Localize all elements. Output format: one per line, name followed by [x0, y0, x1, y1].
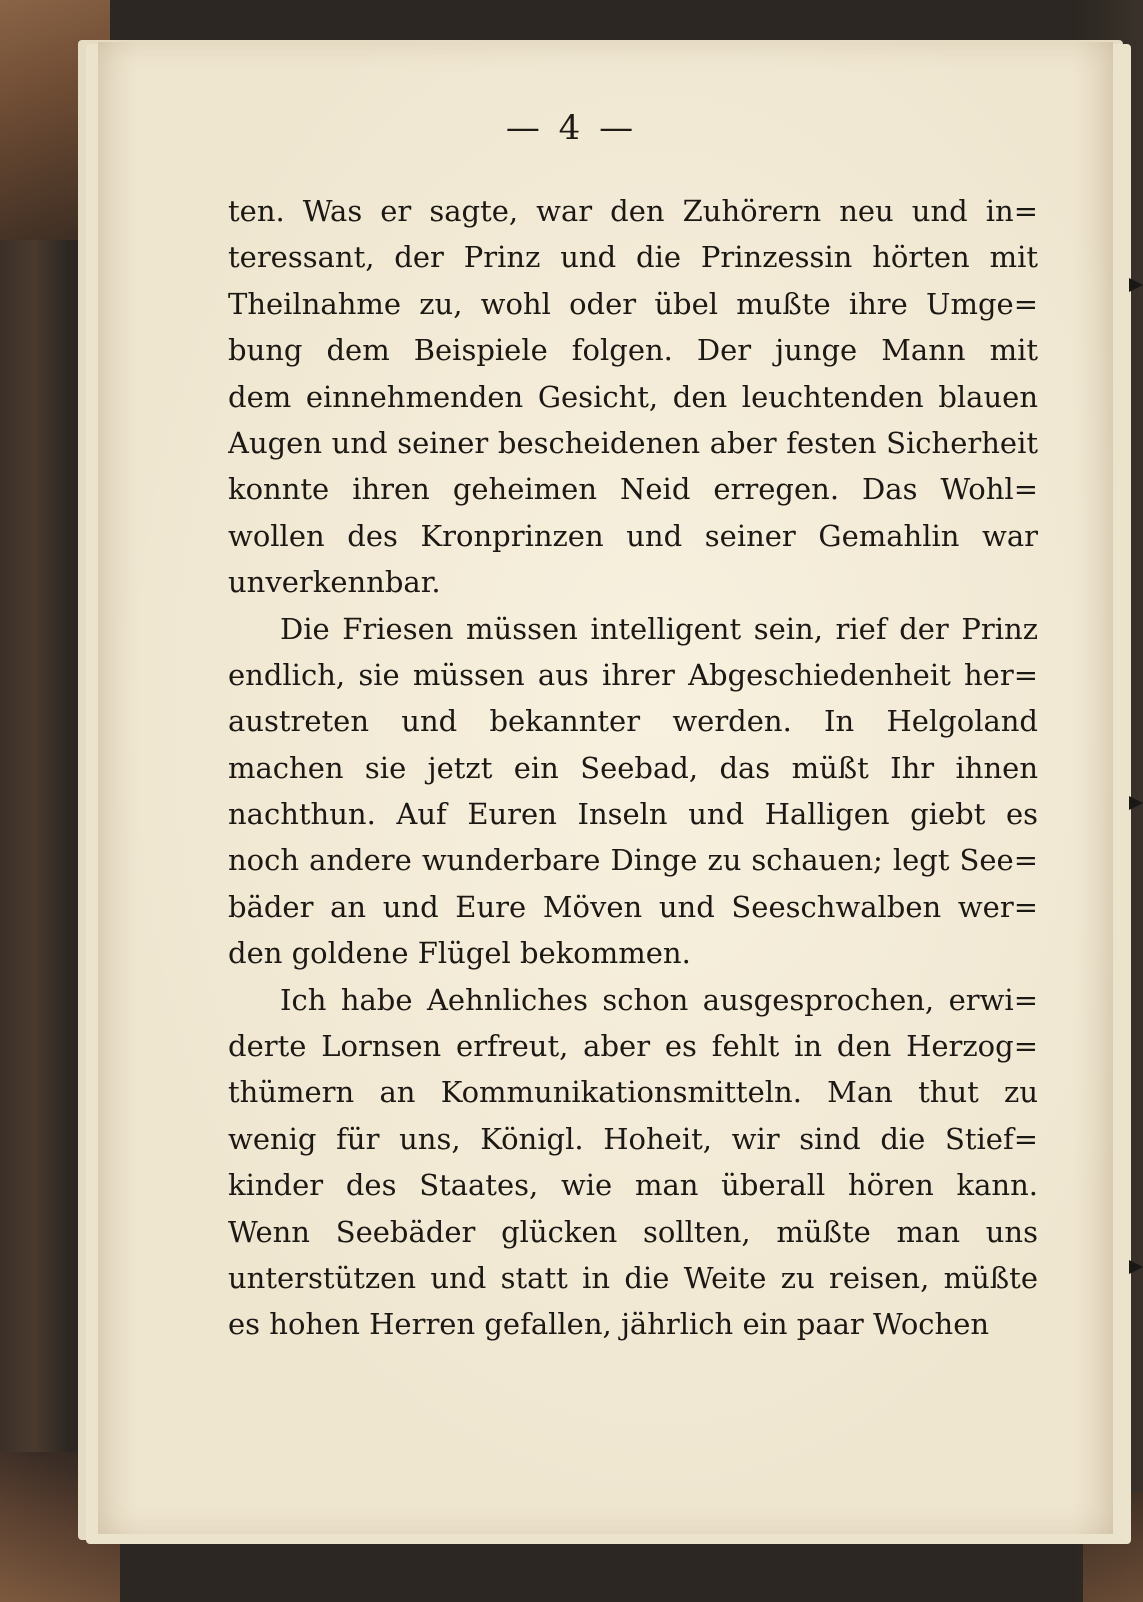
text-line: unterstützen und statt in die Weite zu reisen, müßte: [228, 1260, 1038, 1295]
text-line: noch andere wunderbare Dinge zu schauen; legt See=: [228, 843, 1038, 878]
edge-mark: [1129, 278, 1143, 292]
body-text: [228, 188, 1038, 1348]
text-line: teressant, der Prinz und die Prinzessin hörten mit: [228, 240, 1038, 275]
paragraph: [228, 606, 1038, 977]
text-line: wenig für uns, Königl. Hoheit, wir sind die Stief=: [228, 1121, 1038, 1156]
text-line: bung dem Beispiele folgen. Der junge Mann mit: [228, 333, 1038, 368]
text-line: nachthun. Auf Euren Inseln und Halligen giebt es: [228, 797, 1038, 832]
edge-mark: [1129, 1260, 1143, 1274]
text-line: derte Lornsen erfreut, aber es fehlt in den Herzog=: [228, 1029, 1038, 1064]
page-number: — 4 —: [505, 108, 638, 148]
paragraph: [228, 188, 1038, 606]
text-line: kinder des Staates, wie man überall hören kann.: [228, 1168, 1038, 1203]
text-line: austreten und bekannter werden. In Helgoland: [228, 704, 1038, 739]
text-line: Theilnahme zu, wohl oder übel mußte ihre Umge=: [228, 286, 1038, 321]
edge-mark: [1129, 796, 1143, 810]
text-line: thümern an Kommunikationsmitteln. Man thut zu: [228, 1075, 1038, 1110]
text-line: endlich, sie müssen aus ihrer Abgeschiedenheit her=: [228, 657, 1038, 692]
text-line: es hohen Herren gefallen, jährlich ein paar Wochen: [228, 1307, 990, 1342]
paragraph: [228, 977, 1038, 1348]
text-line: Wenn Seebäder glücken sollten, müßte man uns: [228, 1214, 1038, 1249]
text-line: machen sie jetzt ein Seebad, das müßt Ihr ihnen: [228, 750, 1038, 785]
text-line: Die Friesen müssen intelligent sein, rief der Prinz: [280, 611, 1038, 646]
text-line: dem einnehmenden Gesicht, den leuchtenden blauen: [228, 379, 1038, 414]
text-line: Augen und seiner bescheidenen aber festen Sicherheit: [228, 425, 1038, 460]
text-line: den goldene Flügel bekommen.: [228, 936, 691, 971]
text-line: konnte ihren geheimen Neid erregen. Das Wohl=: [228, 472, 1038, 507]
text-line: unverkennbar.: [228, 565, 441, 600]
text-line: bäder an und Eure Möven und Seeschwalben wer=: [228, 889, 1038, 924]
text-line: ten. Was er sagte, war den Zuhörern neu und in=: [228, 194, 1038, 228]
text-line: Ich habe Aehnliches schon ausgesprochen, erwi=: [280, 982, 1038, 1017]
text-line: wollen des Kronprinzen und seiner Gemahlin war: [228, 518, 1038, 553]
